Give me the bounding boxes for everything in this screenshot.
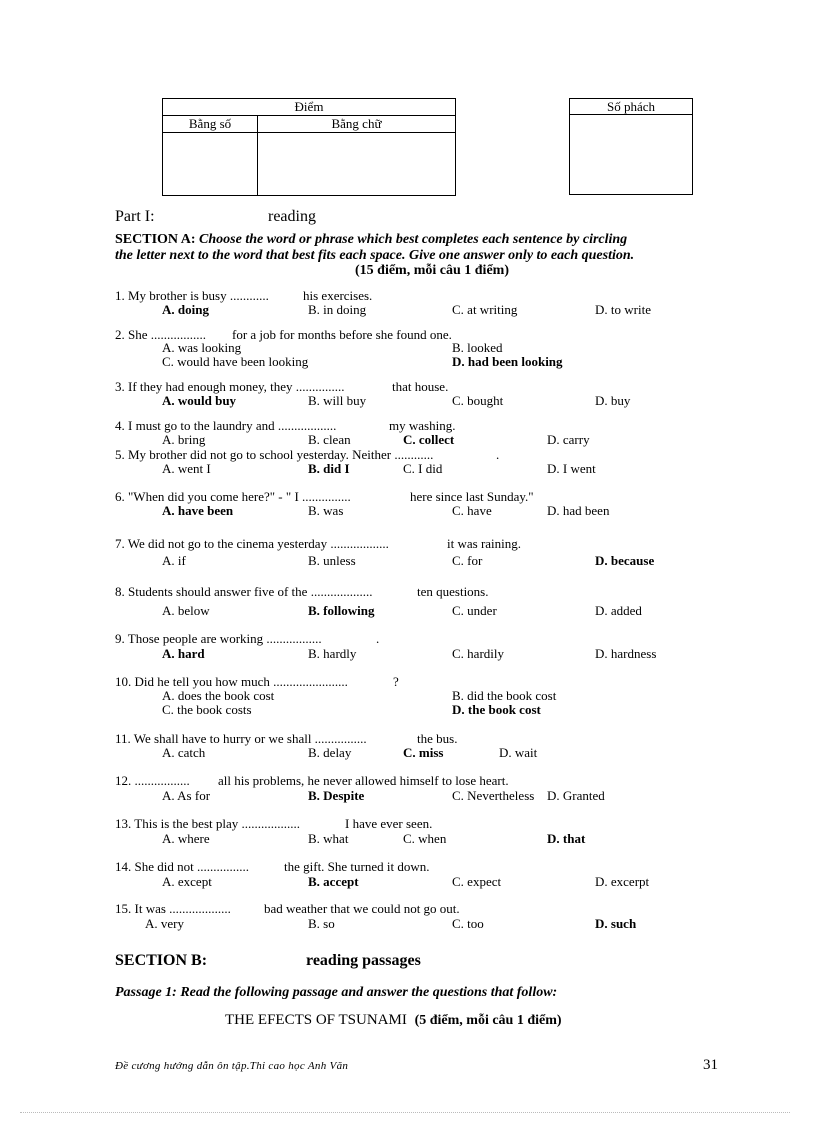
q3-option-b[interactable]: B. will buy	[308, 393, 367, 408]
question-3-stem: 3. If they had enough money, they ...............	[115, 379, 345, 394]
question-5-stem: 5. My brother did not go to school yesterday. Neither ............	[115, 447, 434, 462]
q6-option-b[interactable]: B. was	[308, 503, 344, 518]
footer-divider	[20, 1112, 790, 1113]
grade-table	[162, 98, 456, 196]
section-b-title: reading passages	[306, 952, 421, 969]
question-14-tail: the gift. She turned it down.	[284, 859, 430, 874]
question-12-tail: all his problems, he never allowed himself to lose heart.	[218, 773, 509, 788]
q3-option-a[interactable]: A. would buy	[162, 393, 237, 408]
question-2-tail: for a job for months before she found one.	[232, 327, 452, 342]
q9-option-d[interactable]: D. hardness	[595, 646, 657, 661]
q10-option-c[interactable]: C. the book costs	[162, 702, 252, 717]
question-7-tail: it was raining.	[447, 536, 522, 551]
q2-option-a[interactable]: A. was looking	[162, 340, 242, 355]
q6-option-c[interactable]: C. have	[452, 503, 492, 518]
q6-option-a[interactable]: A. have been	[162, 503, 234, 518]
q7-option-b[interactable]: B. unless	[308, 553, 356, 568]
q4-option-c[interactable]: C. collect	[403, 432, 455, 447]
q9-option-c[interactable]: C. hardily	[452, 646, 504, 661]
q10-option-b[interactable]: B. did the book cost	[452, 688, 557, 703]
q15-option-b[interactable]: B. so	[308, 916, 335, 931]
question-1-stem: 1. My brother is busy ............	[115, 288, 269, 303]
question-4-stem: 4. I must go to the laundry and ..................	[115, 418, 337, 433]
question-15-stem: 15. It was ...................	[115, 901, 231, 916]
q14-option-c[interactable]: C. expect	[452, 874, 502, 889]
section-a-points: (15 điểm, mỗi câu 1 điểm)	[355, 263, 509, 278]
passage-instructions: Passage 1: Read the following passage and answer the questions that follow:	[115, 985, 558, 1000]
question-6-tail: here since last Sunday."	[410, 489, 534, 504]
q11-option-a[interactable]: A. catch	[162, 745, 206, 760]
question-5-tail: .	[496, 447, 500, 462]
q4-option-d[interactable]: D. carry	[547, 432, 590, 447]
passage-title-line	[225, 1012, 562, 1029]
question-15-tail: bad weather that we could not go out.	[264, 901, 460, 916]
question-8-tail: ten questions.	[417, 584, 489, 599]
section-a-instr2: the letter next to the word that best fits each space. Give one answer only to each question.	[115, 248, 635, 263]
question-7-stem: 7. We did not go to the cinema yesterday ..................	[115, 536, 389, 551]
grade-title: Điểm	[163, 99, 456, 116]
q1-option-c[interactable]: C. at writing	[452, 302, 518, 317]
q14-option-d[interactable]: D. excerpt	[595, 874, 650, 889]
grade-col-words: Bằng chữ	[258, 116, 456, 133]
q13-option-d[interactable]: D. that	[547, 831, 586, 846]
sophach-box	[569, 98, 693, 195]
q5-option-b[interactable]: B. did I	[308, 461, 350, 476]
q1-option-a[interactable]: A. doing	[162, 302, 209, 317]
footer-text: Đề cương hướng dẫn ôn tập.Thi cao học Anh Văn	[115, 1060, 349, 1072]
q15-option-c[interactable]: C. too	[452, 916, 484, 931]
q4-option-a[interactable]: A. bring	[162, 432, 206, 447]
grade-cell-number	[163, 133, 258, 196]
q3-option-c[interactable]: C. bought	[452, 393, 504, 408]
q7-option-a[interactable]: A. if	[162, 553, 186, 568]
q5-option-a[interactable]: A. went I	[162, 461, 211, 476]
q5-option-d[interactable]: D. I went	[547, 461, 596, 476]
q14-option-b[interactable]: B. accept	[308, 874, 359, 889]
question-12-stem: 12. .................	[115, 773, 190, 788]
question-4-tail: my washing.	[389, 418, 456, 433]
q2-option-d[interactable]: D. had been looking	[452, 354, 563, 369]
q8-option-b[interactable]: B. following	[308, 603, 375, 618]
q2-option-b[interactable]: B. looked	[452, 340, 503, 355]
question-9-stem: 9. Those people are working .................	[115, 631, 322, 646]
question-14-stem: 14. She did not ................	[115, 859, 249, 874]
grade-col-number: Bằng số	[163, 116, 258, 133]
question-3-tail: that house.	[392, 379, 449, 394]
q11-option-b[interactable]: B. delay	[308, 745, 352, 760]
q4-option-b[interactable]: B. clean	[308, 432, 351, 447]
q8-option-d[interactable]: D. added	[595, 603, 642, 618]
question-1-tail: his exercises.	[303, 288, 373, 303]
q1-option-b[interactable]: B. in doing	[308, 302, 367, 317]
q10-option-d[interactable]: D. the book cost	[452, 702, 541, 717]
q11-option-d[interactable]: D. wait	[499, 745, 538, 760]
question-13-tail: I have ever seen.	[345, 816, 433, 831]
q1-option-d[interactable]: D. to write	[595, 302, 651, 317]
q14-option-a[interactable]: A. except	[162, 874, 212, 889]
question-6-stem: 6. "When did you come here?" - " I ...............	[115, 489, 351, 504]
q12-option-c[interactable]: C. Nevertheless	[452, 788, 535, 803]
q13-option-b[interactable]: B. what	[308, 831, 349, 846]
passage-title: THE EFECTS OF TSUNAMI	[225, 1012, 407, 1028]
q7-option-d[interactable]: D. because	[595, 553, 655, 568]
q3-option-d[interactable]: D. buy	[595, 393, 631, 408]
question-8-stem: 8. Students should answer five of the ...................	[115, 584, 373, 599]
part-title: reading	[268, 208, 316, 225]
q9-option-a[interactable]: A. hard	[162, 646, 205, 661]
question-13-stem: 13. This is the best play ..................	[115, 816, 301, 831]
passage-points: (5 điểm, mỗi câu 1 điểm)	[414, 1013, 562, 1028]
question-11-tail: the bus.	[417, 731, 458, 746]
section-a-label: SECTION A:	[115, 232, 196, 247]
q15-option-a[interactable]: A. very	[145, 916, 184, 931]
part-label: Part I:	[115, 208, 155, 225]
section-b-label: SECTION B:	[115, 952, 208, 969]
q12-option-d[interactable]: D. Granted	[547, 788, 605, 803]
question-10-tail: ?	[393, 674, 399, 689]
q10-option-a[interactable]: A. does the book cost	[162, 688, 275, 703]
sophach-title: Số phách	[570, 99, 692, 115]
q15-option-d[interactable]: D. such	[595, 916, 637, 931]
q7-option-c[interactable]: C. for	[452, 553, 483, 568]
q9-option-b[interactable]: B. hardly	[308, 646, 357, 661]
question-2-stem: 2. She .................	[115, 327, 206, 342]
section-a-header	[115, 232, 719, 248]
question-10-stem: 10. Did he tell you how much .......................	[115, 674, 348, 689]
q13-option-c[interactable]: C. when	[403, 831, 447, 846]
question-9-tail: .	[376, 631, 380, 646]
q11-option-c[interactable]: C. miss	[403, 745, 444, 760]
q2-option-c[interactable]: C. would have been looking	[162, 354, 309, 369]
question-11-stem: 11. We shall have to hurry or we shall ................	[115, 731, 367, 746]
q13-option-a[interactable]: A. where	[162, 831, 210, 846]
q8-option-a[interactable]: A. below	[162, 603, 210, 618]
q8-option-c[interactable]: C. under	[452, 603, 497, 618]
q6-option-d[interactable]: D. had been	[547, 503, 610, 518]
section-a-instr1: Choose the word or phrase which best completes each sentence by circling	[199, 232, 628, 247]
q12-option-a[interactable]: A. As for	[162, 788, 211, 803]
grade-cell-words	[258, 133, 456, 196]
q12-option-b[interactable]: B. Despite	[308, 788, 365, 803]
page-number: 31	[703, 1057, 718, 1073]
q5-option-c[interactable]: C. I did	[403, 461, 443, 476]
